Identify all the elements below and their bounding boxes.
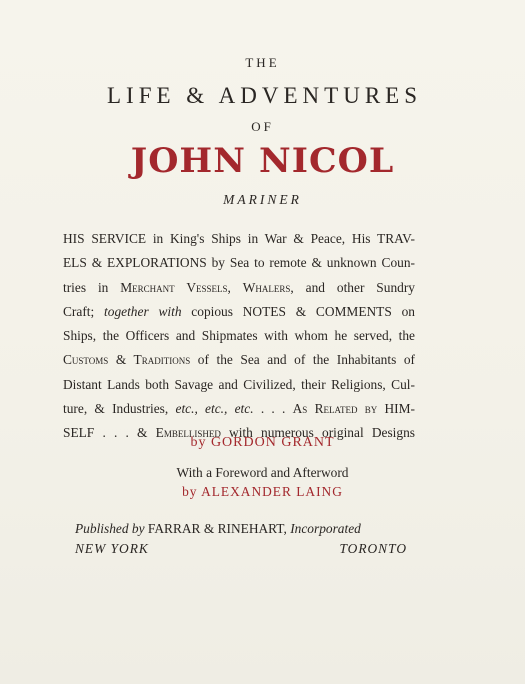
- description-segment: copious NOTES & COMMENTS on: [181, 303, 415, 319]
- description-line: [63, 373, 415, 397]
- publisher-name: FARRAR & RINEHART,: [144, 521, 291, 536]
- description-segment: Craft;: [63, 303, 105, 319]
- description-segment: of the Sea and of the Inhabitants of: [190, 352, 415, 368]
- illustrator-credit: by GORDON GRANT: [190, 435, 335, 450]
- title-subtitle: MARINER: [223, 192, 302, 207]
- description-segment: Merchant Vessels: [120, 279, 228, 295]
- description-line: [63, 397, 415, 421]
- title-name: JOHN NICOL: [130, 141, 395, 181]
- description-segment: , and other Sundry: [290, 279, 415, 295]
- description-segment: Customs & Traditions: [63, 352, 191, 368]
- description-segment: Embellished: [155, 425, 221, 441]
- publisher-line: [75, 521, 405, 537]
- description-segment: tries in: [63, 279, 121, 295]
- foreword-author-credit: by ALEXANDER LAING: [182, 484, 343, 499]
- description-line: [63, 251, 415, 275]
- description-segment: HIM-: [377, 401, 415, 417]
- description-segment: . . .: [253, 401, 293, 417]
- description-segment: Distant Lands both Savage and Civilized, their Religions, Cul-: [63, 376, 415, 392]
- title-of: OF: [251, 119, 274, 134]
- description-segment: ture, & Industries,: [63, 401, 176, 417]
- description-segment: Ships, the Officers and Shipmates with whom he served, the: [63, 328, 415, 344]
- description-segment: ELS & EXPLORATIONS by Sea to remote & unknown Coun-: [63, 255, 415, 271]
- publisher-cities: [75, 541, 407, 557]
- description-segment: HIS SERVICE in King's Ships in War & Peace, His TRAV-: [63, 231, 415, 246]
- description-segment: As Related by: [292, 401, 378, 417]
- title-life-and-adventures: LIFE & ADVENTURES: [107, 83, 422, 108]
- publisher-incorporated: Incorporated: [290, 521, 361, 536]
- description-segment: ,: [227, 279, 243, 295]
- description-line: [63, 227, 415, 251]
- published-by-label: Published by: [75, 521, 145, 536]
- description-paragraph: [63, 227, 415, 446]
- description-segment: Whalers: [242, 279, 291, 295]
- description-segment: together with: [104, 303, 182, 319]
- description-segment: SELF . . . &: [63, 425, 156, 441]
- foreword-credit: With a Foreword and Afterword: [176, 465, 349, 480]
- description-line: [63, 324, 415, 348]
- city-new-york: NEW YORK: [75, 541, 149, 556]
- description-line: [63, 348, 415, 372]
- title-the: THE: [245, 55, 280, 70]
- city-toronto: TORONTO: [339, 541, 407, 556]
- description-segment: with numerous original Designs: [220, 425, 416, 441]
- description-line: [63, 300, 415, 324]
- description-segment: etc., etc., etc.: [175, 401, 254, 417]
- description-line: [63, 276, 415, 300]
